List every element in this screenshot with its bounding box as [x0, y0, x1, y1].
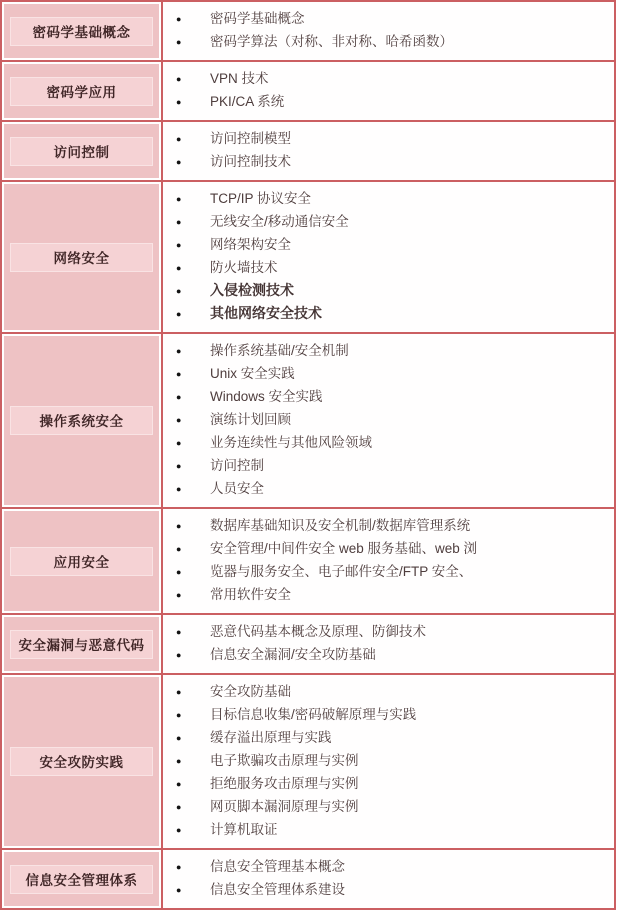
list-item [176, 773, 608, 796]
list-item [176, 561, 608, 584]
category-cell [1, 674, 162, 849]
bullet-icon: ● [176, 461, 182, 471]
topic-text: 操作系统基础/安全机制 [210, 343, 349, 358]
topic-text: 访问控制技术 [210, 154, 291, 169]
table-row [1, 121, 615, 181]
category-label: 安全漏洞与恶意代码 [18, 637, 145, 653]
list-item [176, 257, 608, 280]
topic-text: 入侵检测技术 [210, 282, 294, 298]
list-item [176, 188, 608, 211]
bullet-icon: ● [176, 392, 182, 402]
category-label: 操作系统安全 [39, 414, 124, 429]
category-label: 密码学基础概念 [32, 24, 131, 40]
table-row [1, 508, 615, 614]
list-item [176, 515, 608, 538]
list-item [176, 128, 608, 151]
category-cell [1, 849, 162, 909]
table-row [1, 333, 615, 508]
category-label: 安全攻防实践 [39, 755, 124, 770]
bullet-icon: ● [176, 263, 182, 273]
list-item [176, 455, 608, 478]
bullet-icon: ● [176, 802, 182, 812]
bullet-icon: ● [176, 544, 182, 554]
topic-text: 电子欺骗攻击原理与实例 [210, 753, 359, 768]
list-item [176, 584, 608, 607]
bullet-icon: ● [176, 779, 182, 789]
topic-text: VPN 技术 [210, 71, 269, 86]
bullet-icon: ● [176, 157, 182, 167]
list-item [176, 432, 608, 455]
bullet-icon: ● [176, 710, 182, 720]
bullet-icon: ● [176, 194, 182, 204]
bullet-icon: ● [176, 309, 182, 319]
topic-text: Windows 安全实践 [210, 389, 323, 404]
topic-text: 目标信息收集/密码破解原理与实践 [210, 707, 417, 722]
bullet-icon: ● [176, 484, 182, 494]
list-item [176, 538, 608, 561]
topic-text: 访问控制模型 [210, 131, 291, 146]
bullet-icon: ● [176, 286, 182, 296]
list-item [176, 796, 608, 819]
bullet-icon: ● [176, 97, 182, 107]
topic-text: 防火墙技术 [210, 260, 278, 275]
category-cell [1, 333, 162, 508]
list-item [176, 8, 608, 31]
topic-text: 业务连续性与其他风险领域 [210, 435, 372, 450]
table-row [1, 614, 615, 674]
topic-text: 其他网络安全技术 [210, 305, 322, 321]
category-stripe [10, 77, 153, 106]
topic-text: 网页脚本漏洞原理与实例 [210, 799, 359, 814]
topic-text: 密码学基础概念 [210, 11, 305, 26]
category-stripe [10, 17, 153, 46]
list-item [176, 879, 608, 902]
category-stripe [10, 137, 153, 166]
topic-text: 常用软件安全 [210, 587, 291, 602]
list-item [176, 644, 608, 667]
category-stripe [10, 865, 153, 894]
table-row [1, 849, 615, 909]
topics-cell [162, 181, 615, 333]
category-stripe [10, 406, 153, 435]
category-label: 应用安全 [53, 554, 110, 570]
topic-text: 缓存溢出原理与实践 [210, 730, 332, 745]
bullet-icon: ● [176, 415, 182, 425]
topic-text: 安全攻防基础 [210, 684, 291, 699]
list-item [176, 280, 608, 303]
bullet-icon: ● [176, 74, 182, 84]
bullet-icon: ● [176, 217, 182, 227]
category-stripe [10, 747, 153, 776]
topic-text: 信息安全管理体系建设 [210, 882, 345, 897]
category-cell [1, 508, 162, 614]
list-item [176, 856, 608, 879]
bullet-icon: ● [176, 590, 182, 600]
topic-text: PKI/CA 系统 [210, 94, 285, 109]
list-item [176, 704, 608, 727]
bullet-icon: ● [176, 756, 182, 766]
bullet-icon: ● [176, 885, 182, 895]
bullet-icon: ● [176, 37, 182, 47]
list-item [176, 409, 608, 432]
category-cell [1, 121, 162, 181]
list-item [176, 727, 608, 750]
category-stripe [10, 630, 153, 659]
category-stripe [10, 547, 153, 576]
bullet-icon: ● [176, 825, 182, 835]
topic-text: 信息安全管理基本概念 [210, 859, 345, 874]
category-label: 访问控制 [53, 144, 110, 160]
topic-text: TCP/IP 协议安全 [210, 191, 312, 206]
table-row [1, 61, 615, 121]
bullet-icon: ● [176, 14, 182, 24]
topic-text: 安全管理/中间件安全 web 服务基础、web 浏 [210, 541, 478, 556]
bullet-icon: ● [176, 369, 182, 379]
category-label: 信息安全管理体系 [25, 872, 138, 888]
table-row [1, 674, 615, 849]
topics-cell [162, 674, 615, 849]
topic-text: 恶意代码基本概念及原理、防御技术 [210, 624, 426, 639]
topic-text: 数据库基础知识及安全机制/数据库管理系统 [210, 518, 471, 533]
list-item [176, 234, 608, 257]
list-item [176, 750, 608, 773]
bullet-icon: ● [176, 733, 182, 743]
topic-text: 密码学算法（对称、非对称、哈希函数） [210, 34, 453, 49]
bullet-icon: ● [176, 134, 182, 144]
list-item [176, 340, 608, 363]
bullet-icon: ● [176, 240, 182, 250]
category-cell [1, 181, 162, 333]
category-cell [1, 1, 162, 61]
topic-text: 演练计划回顾 [210, 412, 291, 427]
bullet-icon: ● [176, 521, 182, 531]
list-item [176, 91, 608, 114]
list-item [176, 386, 608, 409]
category-label: 网络安全 [53, 250, 110, 266]
bullet-icon: ● [176, 346, 182, 356]
list-item [176, 31, 608, 54]
list-item [176, 211, 608, 234]
topics-cell [162, 333, 615, 508]
topic-text: 人员安全 [210, 481, 264, 496]
topic-text: 访问控制 [210, 458, 264, 473]
topic-text: 信息安全漏洞/安全攻防基础 [210, 647, 376, 662]
bullet-icon: ● [176, 862, 182, 872]
topics-cell [162, 1, 615, 61]
topic-text: Unix 安全实践 [210, 366, 295, 381]
bullet-icon: ● [176, 438, 182, 448]
category-cell [1, 61, 162, 121]
topic-text: 网络架构安全 [210, 237, 291, 252]
topics-cell [162, 508, 615, 614]
topic-text: 拒绝服务攻击原理与实例 [210, 776, 359, 791]
list-item [176, 303, 608, 326]
bullet-icon: ● [176, 567, 182, 577]
list-item [176, 151, 608, 174]
list-item [176, 621, 608, 644]
table-row [1, 1, 615, 61]
topics-cell [162, 61, 615, 121]
topic-text: 览器与服务安全、电子邮件安全/FTP 安全、 [210, 564, 473, 579]
topic-text: 无线安全/移动通信安全 [210, 214, 349, 229]
category-label: 密码学应用 [46, 84, 117, 100]
list-item [176, 681, 608, 704]
list-item [176, 819, 608, 842]
bullet-icon: ● [176, 687, 182, 697]
category-stripe [10, 243, 153, 272]
topics-cell [162, 614, 615, 674]
topic-text: 计算机取证 [210, 822, 278, 837]
topics-cell [162, 121, 615, 181]
category-cell [1, 614, 162, 674]
list-item [176, 68, 608, 91]
topics-cell [162, 849, 615, 909]
list-item [176, 363, 608, 386]
list-item [176, 478, 608, 501]
bullet-icon: ● [176, 650, 182, 660]
table-row [1, 181, 615, 333]
table-body [1, 1, 615, 909]
bullet-icon: ● [176, 627, 182, 637]
